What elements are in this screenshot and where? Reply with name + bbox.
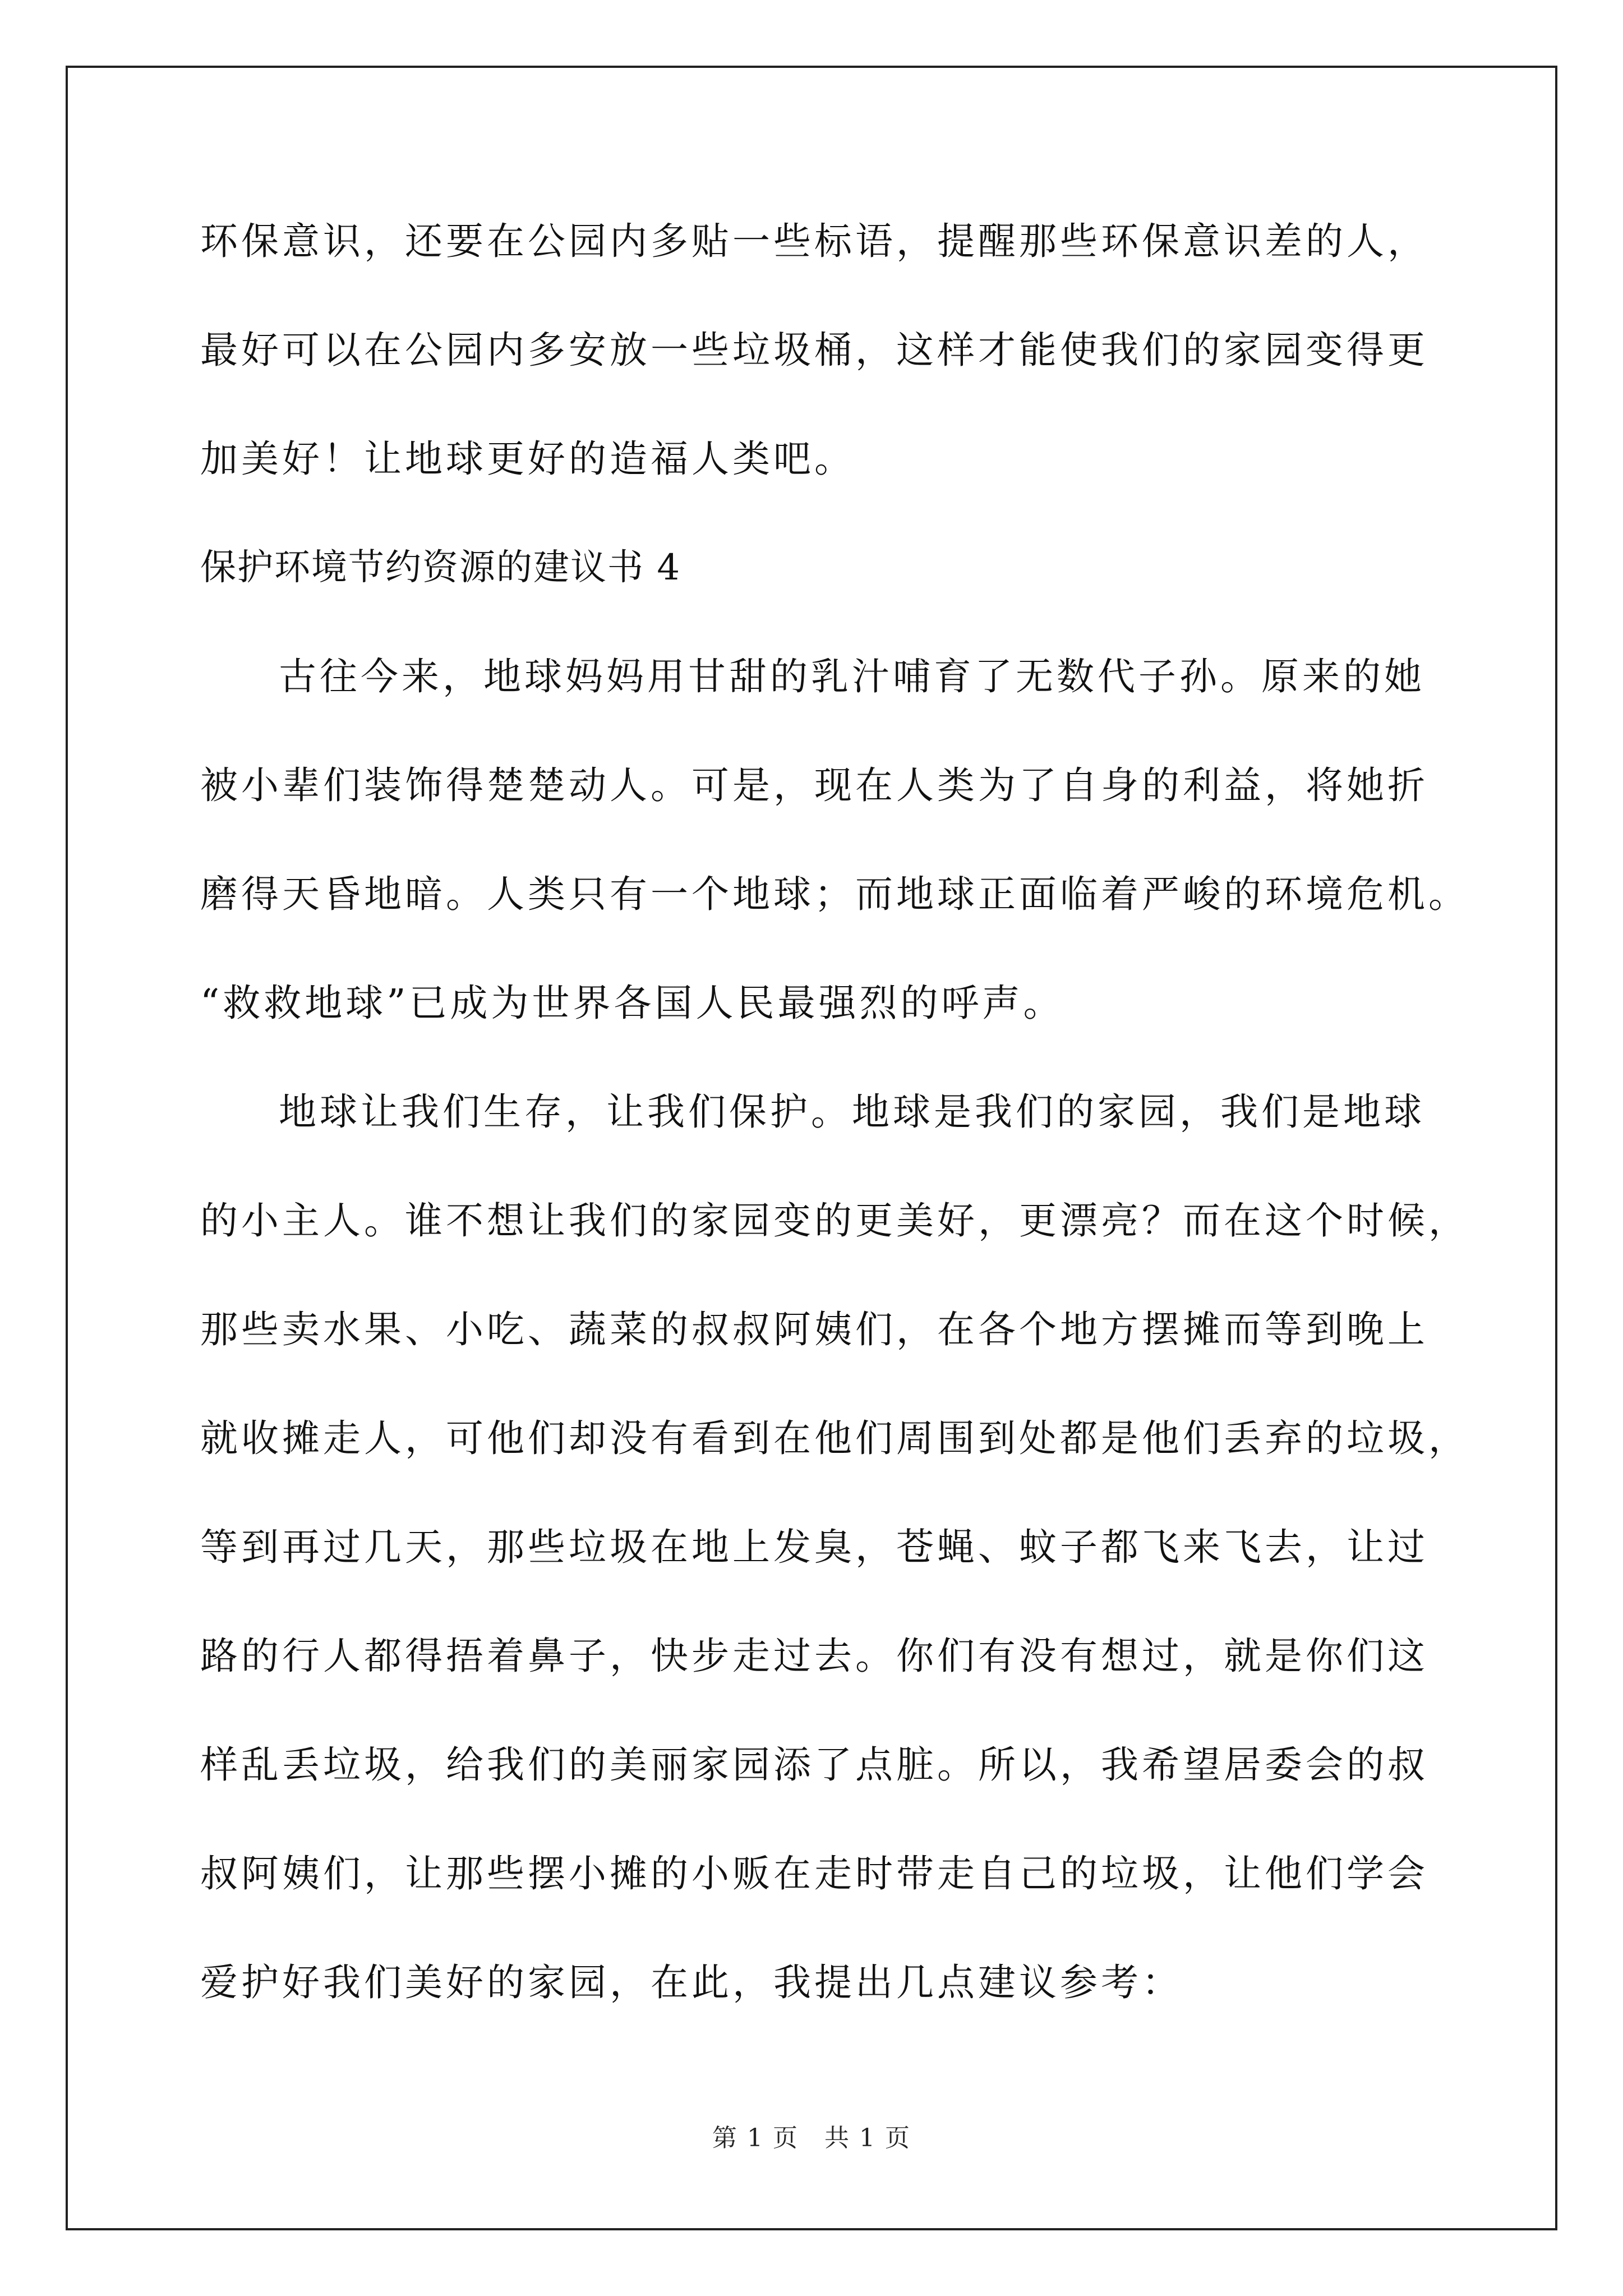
section-heading: 保护环境节约资源的建议书 4 bbox=[200, 547, 681, 588]
paragraph-line: 古往今来，地球妈妈用甘甜的乳汁哺育了无数代子孙。原来的她 bbox=[279, 655, 1425, 698]
text-line: 最好可以在公园内多安放一些垃圾桶，这样才能使我们的家园变得更 bbox=[200, 328, 1428, 372]
paragraph-line: 地球让我们生存，让我们保护。地球是我们的家园，我们是地球 bbox=[279, 1090, 1425, 1134]
paragraph-line: 那些卖水果、小吃、蔬菜的叔叔阿姨们，在各个地方摆摊而等到晚上 bbox=[200, 1308, 1428, 1351]
paragraph-line: 等到再过几天，那些垃圾在地上发臭，苍蝇、蚊子都飞来飞去，让过 bbox=[200, 1525, 1428, 1569]
document-body bbox=[200, 219, 1469, 2069]
paragraph-line: 磨得天昏地暗。人类只有一个地球；而地球正面临着严峻的环境危机。 bbox=[200, 872, 1469, 916]
paragraph-line: 的小主人。谁不想让我们的家园变的更美好，更漂亮？而在这个时候， bbox=[200, 1199, 1469, 1243]
paragraph-line: 叔阿姨们，让那些摆小摊的小贩在走时带走自己的垃圾，让他们学会 bbox=[200, 1852, 1428, 1895]
paragraph-line: “救救地球”已成为世界各国人民最强烈的呼声。 bbox=[200, 981, 1064, 1025]
text-line: 加美好！让地球更好的造福人类吧。 bbox=[200, 437, 855, 481]
paragraph-line: 爱护好我们美好的家园，在此，我提出几点建议参考： bbox=[200, 1961, 1183, 2004]
paragraph-line: 样乱丢垃圾，给我们的美丽家园添了点脏。所以，我希望居委会的叔 bbox=[200, 1743, 1428, 1787]
paragraph-line: 被小辈们装饰得楚楚动人。可是，现在人类为了自身的利益，将她折 bbox=[200, 763, 1428, 807]
paragraph-line: 路的行人都得捂着鼻子，快步走过去。你们有没有想过，就是你们这 bbox=[200, 1634, 1428, 1678]
text-line: 环保意识，还要在公园内多贴一些标语，提醒那些环保意识差的人， bbox=[200, 219, 1428, 263]
page-number-footer: 第 1 页 共 1 页 bbox=[712, 2124, 911, 2152]
paragraph-line: 就收摊走人，可他们却没有看到在他们周围到处都是他们丢弃的垃圾， bbox=[200, 1416, 1469, 1460]
